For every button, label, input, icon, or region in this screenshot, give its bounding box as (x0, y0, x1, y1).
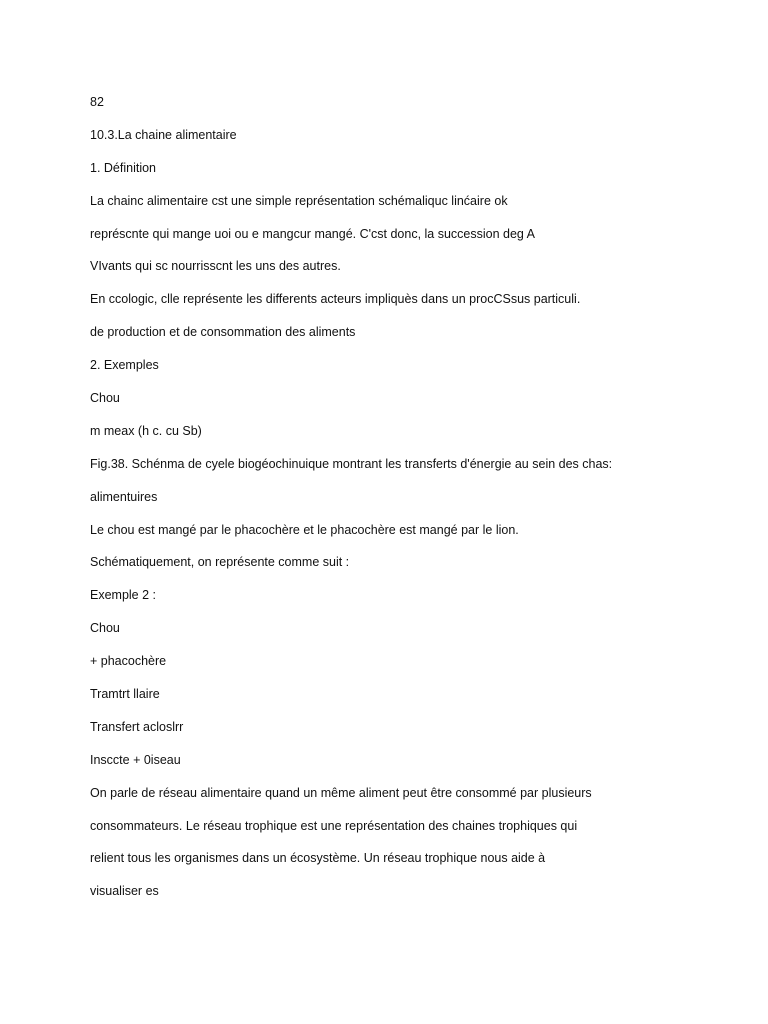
paragraph-line: relient tous les organismes dans un écosystème. Un réseau trophique nous aide à (90, 851, 546, 866)
paragraph-line: Schématiquement, on représente comme suit : (90, 555, 350, 570)
paragraph-line: En ccologic, clle représente les differents acteurs impliquès dans un procCSsus particuli. (90, 292, 581, 307)
page-number: 82 (90, 95, 104, 109)
text-line: Chou (90, 621, 120, 636)
paragraph-line: VIvants qui sc nourrisscnt les uns des autres. (90, 259, 341, 274)
text-line: + phacochère (90, 654, 167, 669)
section-heading: 10.3.La chaine alimentaire (90, 127, 237, 142)
figure-caption: Fig.38. Schénma de cyele biogéochinuique montrant les transferts d'énergie au sein des chas: (90, 456, 613, 471)
paragraph-line: représcnte qui mange uoi ou e mangcur mangé. C'cst donc, la succession deg A (90, 226, 536, 241)
paragraph-line: On parle de réseau alimentaire quand un même aliment peut être consommé par plusieurs (90, 785, 592, 800)
subsection-heading-definition: 1. Définition (90, 160, 157, 175)
text-line: Insccte + 0iseau (90, 752, 181, 767)
figure-caption: alimentuires (90, 489, 158, 504)
text-line: m meax (h c. cu Sb) (90, 423, 202, 438)
paragraph-line: de production et de consommation des aliments (90, 325, 356, 340)
text-line: Chou (90, 391, 120, 406)
paragraph-line: visualiser es (90, 884, 159, 899)
example-heading: Exemple 2 : (90, 588, 157, 603)
subsection-heading-examples: 2. Exemples (90, 358, 159, 373)
text-lines (90, 92, 730, 914)
paragraph-line: Le chou est mangé par le phacochère et le phacochère est mangé par le lion. (90, 522, 519, 537)
paragraph-line: La chainc alimentaire cst une simple représentation schémaliquc linćaire ok (90, 193, 508, 208)
text-line: Transfert acloslrr (90, 719, 184, 734)
paragraph-line: consommateurs. Le réseau trophique est une représentation des chaines trophiques qui (90, 818, 578, 833)
text-line: Tramtrt llaire (90, 687, 160, 702)
